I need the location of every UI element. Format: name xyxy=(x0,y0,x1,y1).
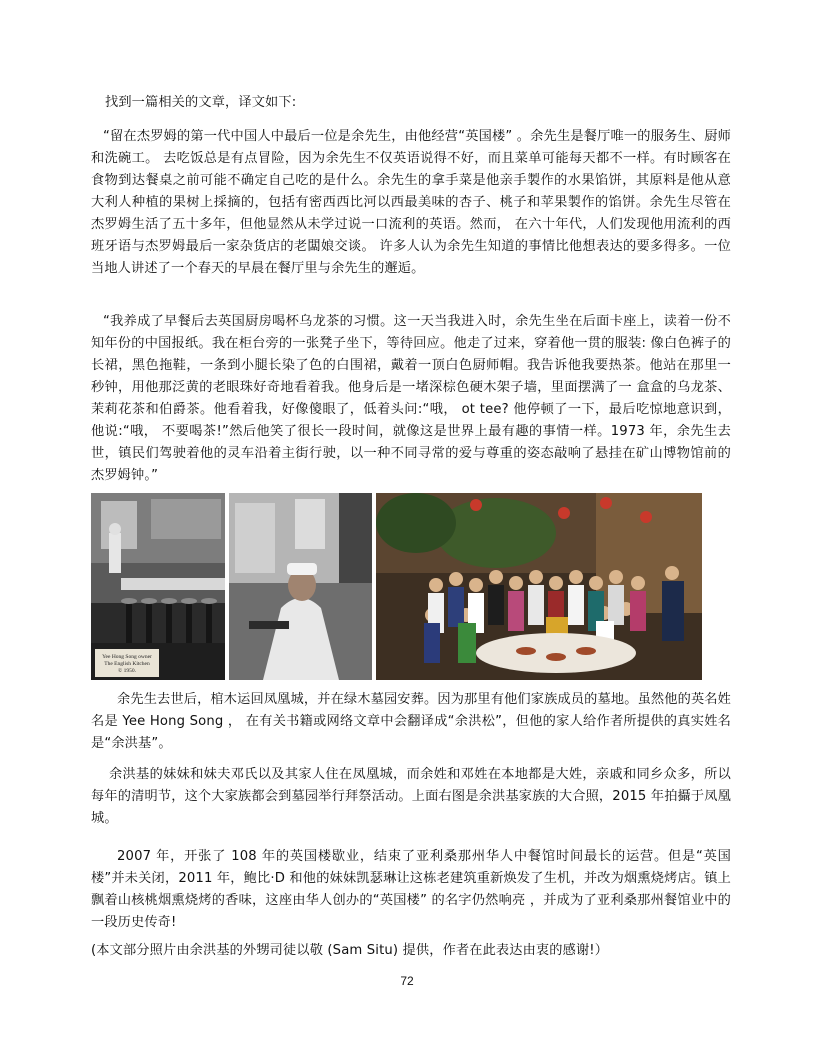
caption-line-3: © 1950. xyxy=(118,668,136,674)
intro-line: 找到一篇相关的文章，译文如下: xyxy=(105,95,297,110)
caption-line-1: Yee Hong Song owner xyxy=(102,654,152,660)
paragraph-closing: 2007 年，开张了 108 年的英国楼歇业，结束了亚利桑那州华人中餐馆时间最长的运营。但是“英国楼”并未关闭，2011 年，鲍比·D 和他的妹妹凯瑟琳让这栋老建筑重新焕发了生机，并改为烟熏烧烤店。镇上飘着山核桃烟熏烧烤的香味，这座由华人创办的“英国楼” 的名字仍然响亮 ，并成为了亚利桑那州餐馆业中的一段历史传奇! xyxy=(91,849,731,930)
paragraph-family: 余洪基的妹妹和妹夫邓氏以及其家人住在凤凰城，而余姓和邓姓在本地都是大姓，亲戚和同乡众多，所以每年的清明节，这个大家族都会到墓园举行拜祭活动。上面右图是余洪基家族的大合照，2015 年拍攝于凤凰城。 xyxy=(91,767,731,826)
paragraph-article-1: “留在杰罗姆的第一代中国人中最后一位是余先生，由他经营“英国楼” 。余先生是餐厅唯一的服务生、厨师和洗碗工。 去吃饭总是有点冒险，因为余先生不仅英语说得不好，而且菜单可能每天都不一样。有时顾客在食物到达餐桌之前可能不确定自己吃的是什么。余先生的拿手菜是他亲手製作的水果馅饼，其原料是他从意大利人种植的果树上採摘的，包括有密西西比河以西最美味的杏子、桃子和苹果製作的馅饼。余先生尽管在杰罗姆生活了五十多年，但他显然从未学过说一口流利的英语。然而， 在六十年代，人们发现他用流利的西班牙语与杰罗姆最后一家杂货店的老闆娘交谈。 许多人认为余先生知道的事情比他想表达的要多得多。一位当地人讲述了一个春天的早晨在餐厅里与余先生的邂逅。 xyxy=(91,129,731,276)
paragraph-article-2: “我养成了早餐后去英国厨房喝杯乌龙茶的习惯。这一天当我进入时，余先生坐在后面卡座上，读着一份不知年份的中国报纸。我在柜台旁的一张凳子坐下，等待回应。他走了过来，穿着他一贯的服装: 像白色裤子的长裙，黑色拖鞋，一条到小腿长染了色的白围裙，戴着一顶白色厨师帽。我告诉他我要热茶。他站在那里一秒钟，用他那泛黄的老眼珠好奇地看着我。他身后是一堵深棕色硬木架子墙，里面摆满了一 盒盒的乌龙茶、茉莉花茶和伯爵茶。他看着我，好像傻眼了，低着头问:“哦， ot tee? 他停顿了一下，最后吃惊地意识到，他说:“哦， 不要喝茶!”然后他笑了很长一段时间，就像这是世界上最有趣的事情一样。1973 年，余先生去世，镇民们驾驶着他的灵车沿着主街行驶，以一种不同寻常的爱与尊重的姿态敲响了悬挂在矿山博物馆前的杰罗姆钟。” xyxy=(91,314,731,483)
acknowledgement-note: (本文部分照片由余洪基的外甥司徒以敬 (Sam Situ) 提供，作者在此表达由衷的感谢!） xyxy=(91,943,609,958)
photo-restaurant-counter xyxy=(91,493,225,680)
caption-line-2: The English Kitchen xyxy=(104,661,150,667)
photo-chef-portrait xyxy=(229,493,372,680)
paragraph-burial: 余先生去世后，棺木运回凤凰城，并在绿木墓园安葬。因为那里有他们家族成员的墓地。虽然他的英名姓名是 Yee Hong Song ， 在有关书籍或网络文章中会翻译成“余洪松”，但他的家人给作者所提供的真实姓名是“余洪基”。 xyxy=(91,692,731,751)
page-number: 72 xyxy=(400,974,414,988)
photo-family-group xyxy=(376,493,702,680)
